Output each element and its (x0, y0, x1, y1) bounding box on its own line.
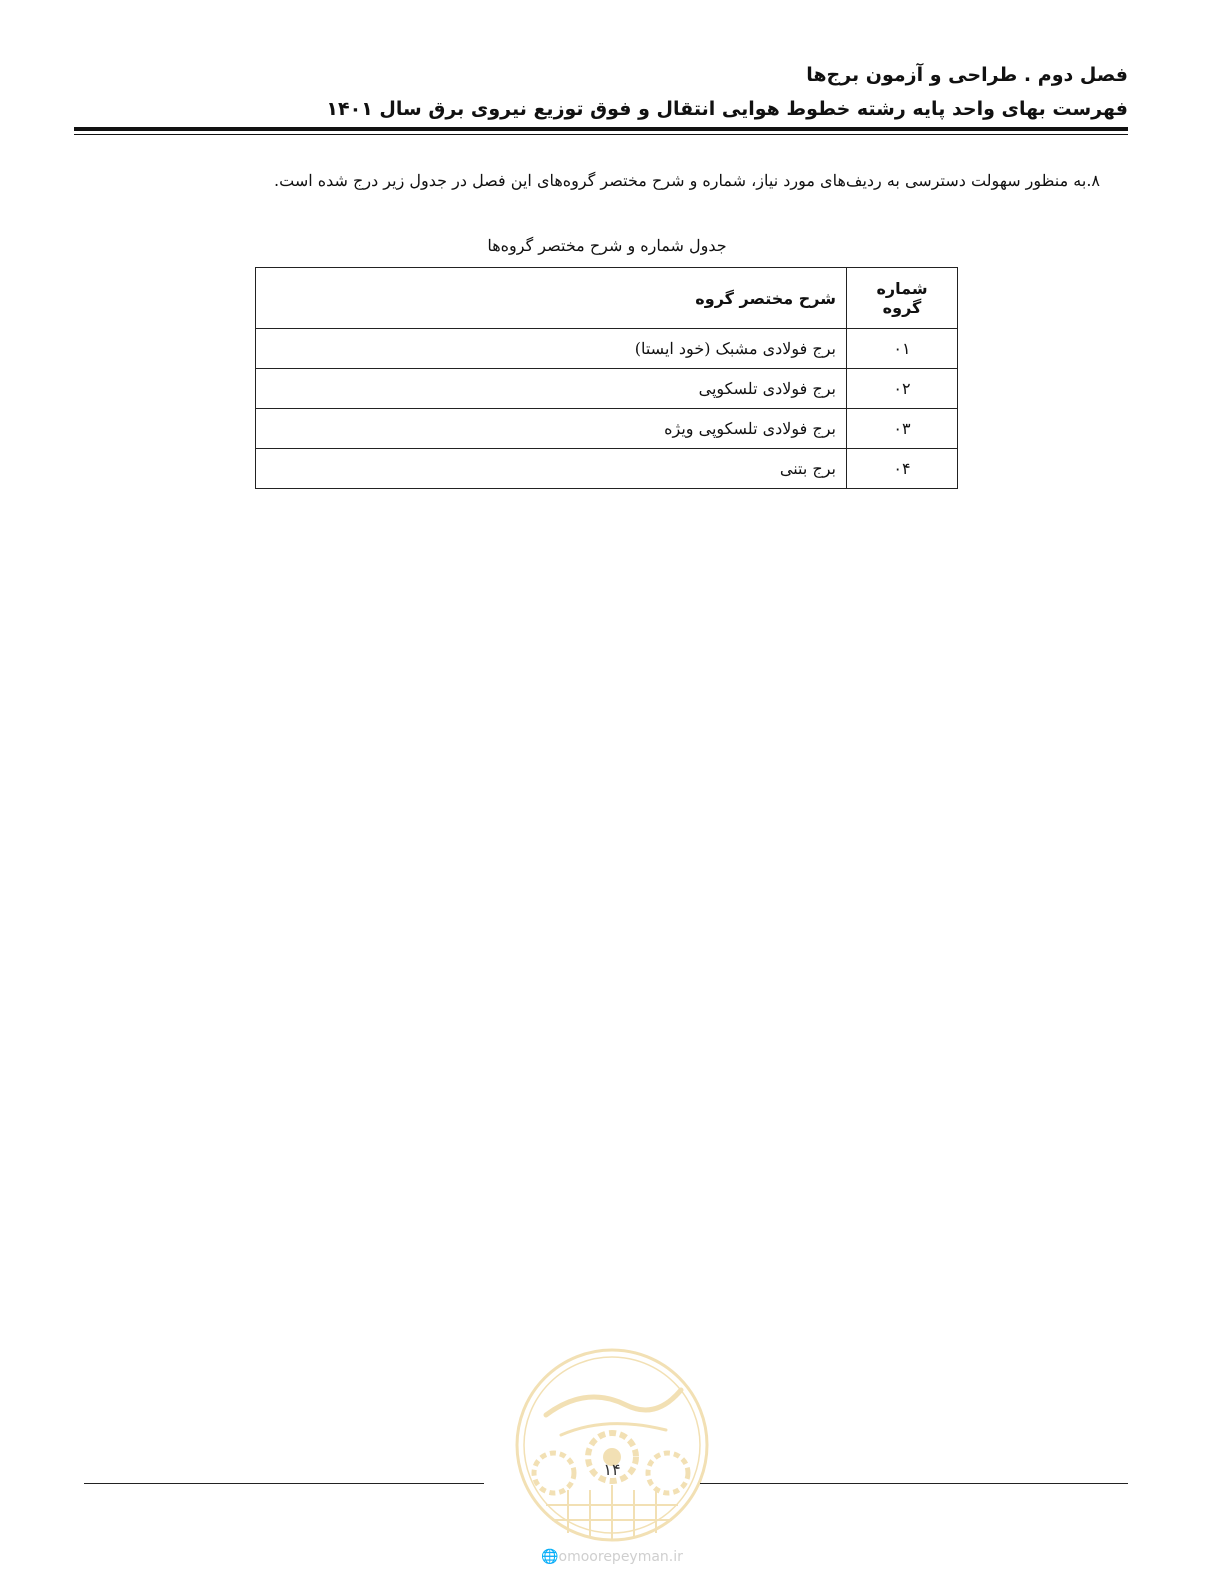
groups-table (255, 267, 958, 489)
table-row (256, 449, 958, 489)
group-number-cell: ۰۴ (847, 449, 958, 489)
footer-divider-right (700, 1483, 1128, 1484)
page-number: ۱۴ (603, 1460, 621, 1479)
group-number-cell: ۰۱ (847, 329, 958, 369)
globe-icon: 🌐 (541, 1549, 559, 1565)
group-number-cell: ۰۳ (847, 409, 958, 449)
table-row (256, 329, 958, 369)
table-row (256, 369, 958, 409)
group-description-cell: برج فولادی تلسکوپی ویژه (256, 409, 847, 449)
chapter-title: فصل دوم . طراحی و آزمون برج‌ها (806, 64, 1128, 86)
footer-divider-left (84, 1483, 484, 1484)
header-group-number: شماره گروه (847, 268, 958, 329)
document-title: فهرست بهای واحد پایه رشته خطوط هوایی انتقال و فوق توزیع نیروی برق سال ۱۴۰۱ (326, 98, 1128, 120)
table-row (256, 409, 958, 449)
watermark-url-text: omoorepeyman.ir (558, 1549, 683, 1565)
intro-paragraph: ۸.به منظور سهولت دسترسی به ردیف‌های مورد نیاز، شماره و شرح مختصر گروه‌های این فصل در جدول زیر درج شده است. (274, 171, 1100, 190)
watermark-url (512, 1549, 712, 1565)
table-header-row (256, 268, 958, 329)
group-number-cell: ۰۲ (847, 369, 958, 409)
group-description-cell: برج فولادی مشبک (خود ایستا) (256, 329, 847, 369)
group-description-cell: برج فولادی تلسکوپی (256, 369, 847, 409)
header-group-description: شرح مختصر گروه (256, 268, 847, 329)
omoorepeyman-logo-watermark (506, 1345, 718, 1545)
header-divider-thin (74, 134, 1128, 135)
page-header (74, 58, 1128, 126)
group-description-cell: برج بتنی (256, 449, 847, 489)
header-divider (74, 127, 1128, 131)
table-caption: جدول شماره و شرح مختصر گروه‌ها (487, 236, 727, 255)
